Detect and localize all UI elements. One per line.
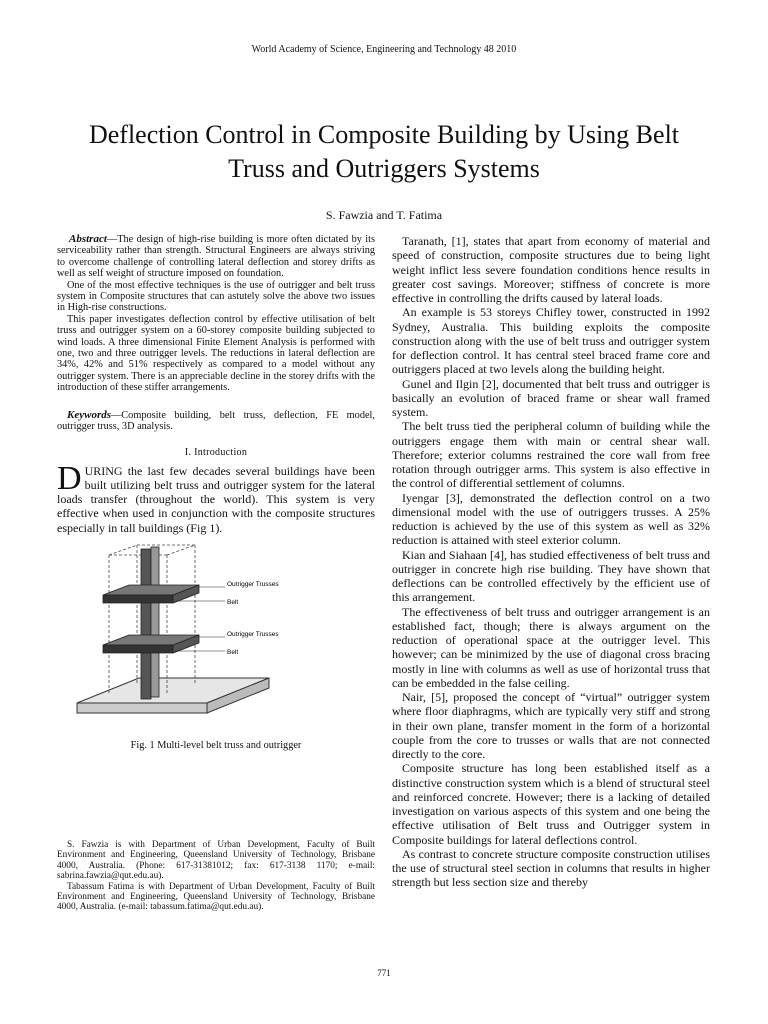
right-p9: Composite structure has long been established itself as a distinctive construction system which is a blend of structural steel and reinforced concrete. However; there is a lacking of detailed investigation on various aspects of this system and one being the effective utilisation of Belt truss and Outrigger system in Composite buildings for lateral deflections control. xyxy=(392,761,710,847)
core-wall-left xyxy=(141,549,151,699)
right-p4: The belt truss tied the peripheral column of building while the outriggers engage them with main or central shear wall. Therefore; exterior columns restrained the core wall from free rotation through outrigger arms. This system is also effective in the control of differential settlement of columns. xyxy=(392,419,710,491)
right-p6: Kian and Siahaan [4], has studied effectiveness of belt truss and outrigger in concrete high rise building. They have shown that deflections can be controlled effectively by the efficient use of this arrangement. xyxy=(392,547,710,605)
intro-text xyxy=(57,459,375,535)
running-header: World Academy of Science, Engineering and Technology 48 2010 xyxy=(251,44,517,55)
footnote-2: Tabassum Fatima is with Department of Urban Development, Faculty of Built Environment and Engineering, Queensland University of Technology, Brisbane 4000, Australia. (e-mail: tabassum.fatima@qut.edu.au). xyxy=(57,881,375,913)
footnote-1: S. Fawzia is with Department of Urban Development, Faculty of Built Environment and Engineering, Queensland University of Technology, Brisbane 4000, Australia. (Phone: 617-31381012; fax: 617-3138 1170; e-mail: sabrina.fawzia@qut.edu.au). xyxy=(57,840,375,882)
right-p1: Taranath, [1], states that apart from economy of material and speed of construction, composite structures due to being light weight inflict less severe foundation conditions hence results in greater cost savings. Moreover; stiffness of concrete is more effective in controlling the drifts caused by lateral loads. xyxy=(392,234,710,305)
base-slab-front xyxy=(77,703,207,713)
core-wall-right xyxy=(151,547,159,697)
abstract-p3: This paper investigates deflection control by effective utilisation of belt truss and outrigger system on a 60-storey composite building subjected to wind loads. A three dimensional Finite Element Analysis is performed with one, two and three outrigger levels. The reductions in lateral deflection are 34%, 42% and 51% respectively as compared to a model without any outrigger system. There is an appreciable decline in the storey drifts with the introduction of these stiffer arrangements. xyxy=(57,313,375,394)
abstract xyxy=(57,234,375,394)
figure-caption: Fig. 1 Multi-level belt truss and outrigger xyxy=(130,739,302,751)
figure-1-diagram xyxy=(57,543,375,733)
right-p10: As contrast to concrete structure composite construction utilises the use of structural steel section in columns that results in higher strength but less section size and thereby xyxy=(392,846,710,890)
footnotes xyxy=(57,840,375,913)
label-outrigger-lower: Outrigger Trusses xyxy=(227,630,279,638)
right-p2: An example is 53 storeys Chifley tower, constructed in 1992 Sydney, Australia. This building exploits the composite construction along with the use of belt truss and outrigger system for deflection control. It has central steel braced frame core and outriggers placed at two levels along the building height. xyxy=(392,305,710,377)
right-p7: The effectiveness of belt truss and outrigger arrangement is an established fact, though; there is always argument on the reduction of operational space at the outrigger level. This however; can be minimized by the use of diagonal cross bracing mostly in line with columns as well as use of horizontal truss that can be embedded in the false ceiling. xyxy=(392,604,710,690)
label-outrigger-upper: Outrigger Trusses xyxy=(227,580,279,588)
abstract-label: Abstract xyxy=(69,233,107,245)
authors: S. Fawzia and T. Fatima xyxy=(325,208,443,222)
right-p5: Iyengar [3], demonstrated the deflection control on a two dimensional model with the use of outriggers trusses. A 25% reduction is achieved by the use of this system as well as 32% reduction is attained with steel exterior column. xyxy=(392,490,710,548)
right-p8: Nair, [5], proposed the concept of “virtual” outrigger system where floor diaphragms, which are typically very stiff and strong in their own plane, transfer moment in the form of a horizontal couple from the core to trusses or walls that are not connected directly to the core. xyxy=(392,690,710,761)
abstract-text-1: —The design of high-rise building is more often dictated by its serviceability rather than strength. Structural Engineers are always striving to overcome challenge of controlling lateral deflection and storey drifts as well as self weight of structure imposed on foundation. xyxy=(57,234,375,280)
drop-cap: D xyxy=(57,459,82,497)
label-belt-lower: Belt xyxy=(227,648,239,656)
page-number: 771 xyxy=(377,968,391,978)
right-column xyxy=(392,234,710,890)
abstract-p1 xyxy=(57,234,375,280)
abstract-p2: One of the most effective techniques is the use of outrigger and belt truss system in Composite structures that can astutely solve the above two issues in High-rise constructions. xyxy=(57,279,375,314)
keywords-text: —Composite building, belt truss, deflection, FE model, outrigger truss, 3D analysis. xyxy=(57,409,375,433)
left-column xyxy=(57,234,375,751)
upper-belt xyxy=(103,595,173,603)
right-p3: Gunel and Ilgin [2], documented that belt truss and outrigger is basically an evolution of braced frame or shear wall framed system. xyxy=(392,376,710,419)
section-heading-introduction: I. Introduction xyxy=(184,446,248,458)
intro-p1 xyxy=(57,459,375,535)
label-belt-upper: Belt xyxy=(227,598,239,606)
paper-title: Deflection Control in Composite Building by Using Belt Truss and Outriggers Systems xyxy=(88,120,680,183)
intro-p1-text: URING the last few decades several buildings have been built utilizing belt truss and outrigger system for the lateral loads transfer (throughout the world). This system is very effective when used in conjunction with the composite structures especially in tall buildings (Fig 1). xyxy=(57,463,375,535)
keywords-label: Keywords xyxy=(67,408,111,421)
keywords xyxy=(57,410,375,433)
lower-belt xyxy=(103,645,173,653)
